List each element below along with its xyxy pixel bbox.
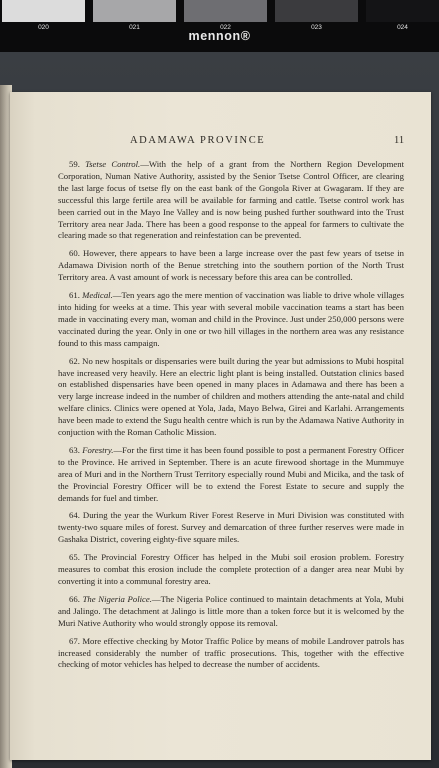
paragraph-body: —With the help of a grant from the Northern Region Development Corporation, Numan Native Authority, assisted by the Senior Tsetse Control Officer, are clearing the last large focus of tsetse fly on the east bank of the Gongola River at Gwagaram. If they are successful this large fertile area will be available for farming and cattle. Tsetse control work has been carried out in the Mayo Ine Valley and is now being pushed further southward into the Trust Territory area near Jada. There has been a good response to the appeal for farmers to cultivate the clearing made so that regeneration and reinfestation can be prevented.	[58, 159, 405, 241]
paragraph-body: However, there appears to have been a large increase over the past few years of tsetse in Adamawa Division north of the Benue stretching into the southern portion of the North Trust Territory area. A vast amount of work is necessary before this area can be controlled.	[58, 248, 404, 283]
paragraph-heading: The Nigeria Police.	[82, 593, 152, 604]
paragraph	[58, 510, 404, 546]
paragraph-body: No new hospitals or dispensaries were built during the year but admissions to Mubi hospital have increased very heavily. Here an electric light plant is being installed. Outstation clinics based on established dispensaries have been opened in many places in Adamawa and there has been a very large increase indeed in the number of children and mothers attending the ante-natal and child welfare clinics. Clinics were opened at Yola, Jada, Mayo Belwa, Girei and Karlahi. Arrangements have been made to extend the Sugu health centre which is run by the Adamawa Native Authority in conjuction with the Roman Catholic Mission.	[58, 355, 404, 438]
paragraph-body: More effective checking by Motor Traffic Police by means of mobile Landrover patrols has increased considerably the number of traffic prosecutions. This, together with the effective checking of motor vehicles has helped to decrease the number of accidents.	[58, 635, 404, 670]
paragraph	[58, 445, 404, 505]
paragraph-body: —The Nigeria Police continued to maintain detachments at Yola, Mubi and Jalingo. The detachment at Jalingo is little more than a token force but it is welcomed by the Muri Native Authority who would strongly oppose its removal.	[58, 593, 404, 628]
calibration-label: 021	[129, 24, 140, 31]
running-title: ADAMAWA PROVINCE	[130, 135, 266, 146]
paragraph-number: 67.	[69, 635, 80, 646]
paragraph-number: 63.	[69, 444, 80, 455]
paragraph-number: 66.	[69, 593, 80, 604]
paragraph-body: —For the first time it has been found possible to post a permanent Forestry Officer to the Province. He arrived in September. There is an acute firewood shortage in the Mummuye area of Muri and in the Northern Trust Territory especially round Mubi and Micika, and the task of the Provincial Forestry Officer will be to extend the Forest Estate to secure and supply the demands for fuel and timber.	[58, 444, 404, 503]
book-page	[10, 92, 431, 760]
paragraph-heading: Forestry.	[82, 444, 114, 455]
paragraph-number: 60.	[69, 248, 80, 259]
paragraph-number: 64.	[69, 510, 80, 521]
paragraph	[58, 552, 404, 588]
calibration-patch	[2, 0, 85, 22]
color-calibration-strip	[0, 0, 439, 52]
paragraph-number: 61.	[69, 290, 80, 301]
calibration-label: 024	[397, 24, 408, 31]
paragraph-body: —Ten years ago the mere mention of vaccination was liable to drive whole villages into hiding for weeks at a time. This year with several mobile vaccination teams a start has been made in vaccinating every man, woman and child in the Province. Just under 250,000 persons were vaccinated during the year. Only in one or two hill villages in the northern area was any resistance found to this mass campaign.	[58, 290, 404, 348]
paragraph-number: 59.	[69, 159, 80, 169]
calibration-label: 020	[38, 24, 49, 31]
paragraph	[58, 594, 404, 630]
brand-logo: mennon®	[188, 29, 251, 43]
paragraph-number: 65.	[69, 552, 80, 563]
paragraph-heading: Medical.	[82, 290, 113, 301]
paragraph	[58, 248, 404, 284]
running-head	[10, 135, 431, 149]
paragraph	[58, 290, 404, 350]
calibration-patch	[275, 0, 358, 22]
paragraph-body: During the year the Wurkum River Forest Reserve in Muri Division was constituted with twenty-two square miles of forest. Survey and demarcation of three further reserves were made in Gashaka District, covering eighty-five square miles.	[58, 510, 404, 545]
calibration-patch	[184, 0, 267, 22]
paragraph-number: 62.	[69, 355, 80, 366]
calibration-label: 022	[220, 24, 231, 31]
paragraph-heading: Tsetse Control.	[85, 159, 141, 169]
paragraph-body: The Provincial Forestry Officer has helped in the Mubi soil erosion problem. Forestry measures to combat this erosion include the complete protection of a danger area near Mubi by converting it into a communal forestry area.	[58, 552, 405, 586]
body-text	[58, 159, 404, 677]
paragraph	[58, 636, 404, 672]
page-number: 11	[394, 135, 405, 146]
calibration-patch	[93, 0, 176, 22]
calibration-label: 023	[311, 24, 322, 31]
paragraph	[58, 159, 404, 242]
calibration-patch	[366, 0, 439, 22]
paragraph	[58, 356, 404, 439]
